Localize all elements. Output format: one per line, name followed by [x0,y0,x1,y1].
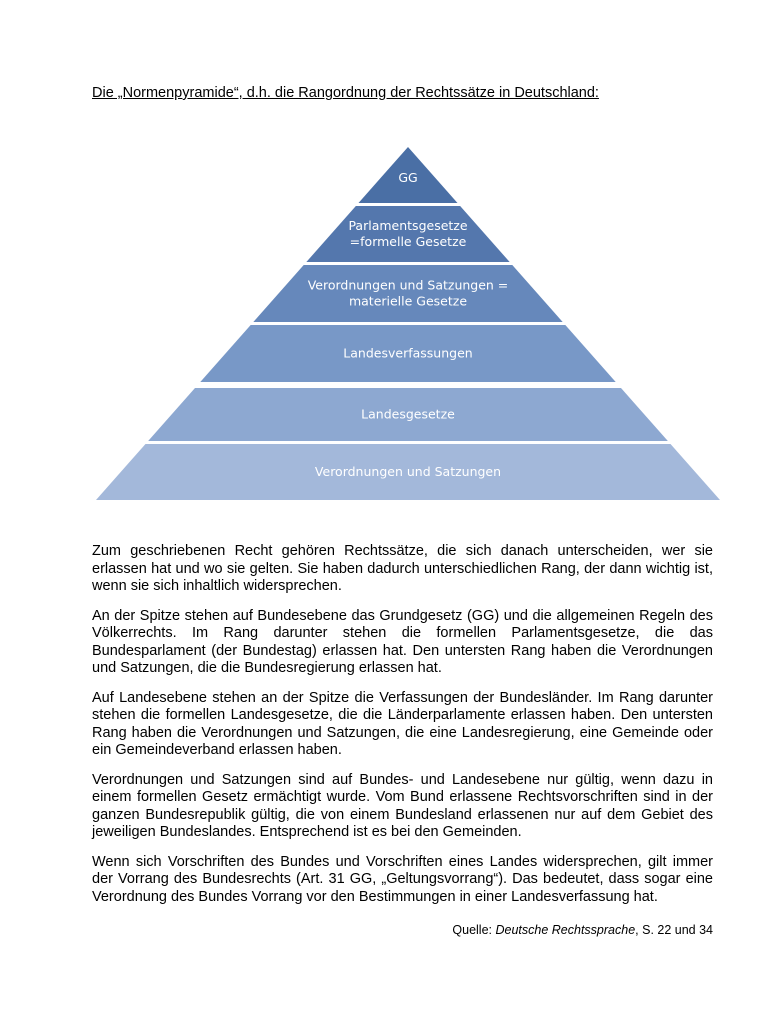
body-text [92,543,713,918]
paragraph-4: Verordnungen und Satzungen sind auf Bundes- und Landesebene nur gültig, wenn dazu in einem formellen Gesetz ermächtigt wurde. Vom Bund erlassene Rechtsvorschriften sind in der ganzen Bundesrepublik gültig, die von einem Bundesland erlassenen nur auf dem Gebiet des jeweiligen Bundeslandes. Entsprechend ist es bei den Gemeinden. [92,771,713,840]
source-work: Deutsche Rechtssprache [495,923,636,937]
pyramid-tier-6-label: Verordnungen und Satzungen [314,464,502,479]
paragraph-1: Zum geschriebenen Recht gehören Rechtssätze, die sich danach unterscheiden, wer sie erlassen hat und wo sie gelten. Sie haben dadurch unterschiedlichen Rang, der dann wichtig ist, wenn sie sich inhaltlich widersprechen. [92,543,713,594]
pyramid-tier-2-label: =formelle Gesetze [349,234,467,249]
pyramid-tier-2-label: Parlamentsgesetze [348,218,468,233]
paragraph-5: Wenn sich Vorschriften des Bundes und Vorschriften eines Landes widersprechen, gilt immer der Vorrang des Bundesrechts (Art. 31 GG, „Geltungsvorrang“). Das bedeutet, dass sogar eine Verordnung des Bundes Vorrang vor den Bestimmungen in einer Landesverfassung hat. [92,853,713,905]
page-title: Die „Normenpyramide“, d.h. die Rangordnung der Rechtssätze in Deutschland: [92,85,599,101]
pyramid-tier-3-label: Verordnungen und Satzungen = [307,277,509,293]
pyramid-tier-3-label: materielle Gesetze [348,293,468,309]
pyramid-tier-1-label: GG [398,170,418,185]
paragraph-2: An der Spitze stehen auf Bundesebene das Grundgesetz (GG) und die allgemeinen Regeln des Völkerrechts. Im Rang darunter stehen die formellen Parlamentsgesetze, die das Bundesparlament (der Bundestag) erlassen hat. Den untersten Rang haben die Verordnungen und Satzungen, die die Bundesregierung erlassen hat. [92,607,713,676]
paragraph-3: Auf Landesebene stehen an der Spitze die Verfassungen der Bundesländer. Im Rang darunter stehen die formellen Landesgesetze, die die Länderparlamente erlassen haben. Den untersten Rang haben die Verordnungen und Satzungen, die eine Landesregierung, eine Gemeinde oder ein Gemeindeverband erlassen haben. [92,689,713,758]
pyramid-tier-4-label: Landesverfassungen [343,345,473,361]
pyramid-tier-5-label: Landesgesetze [361,406,455,422]
source-prefix: Quelle: [452,923,496,937]
source-citation [452,923,713,937]
source-suffix: , S. 22 und 34 [635,923,713,937]
